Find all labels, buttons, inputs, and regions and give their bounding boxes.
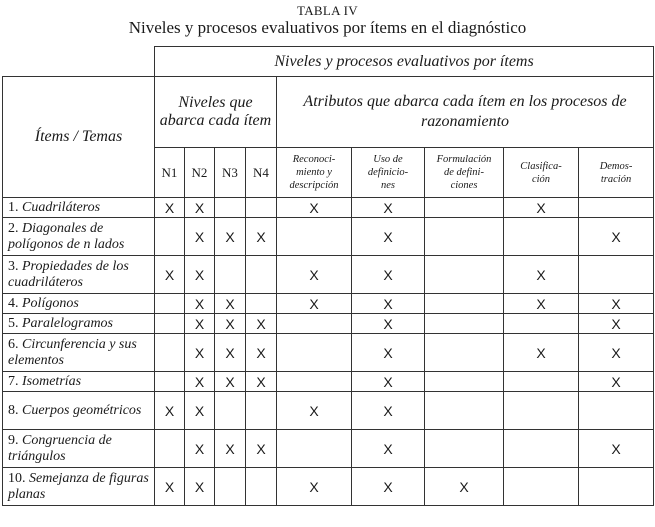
item-number: 8. xyxy=(8,402,19,418)
item-cell xyxy=(3,372,155,392)
table-row xyxy=(3,198,654,218)
attribute-header-4: Clasifica- ción xyxy=(504,148,579,198)
mark-cell: X xyxy=(277,468,352,506)
mark-cell: X xyxy=(504,256,579,294)
mark-cell xyxy=(246,392,277,430)
table-row xyxy=(3,392,654,430)
item-label: Circunferencia y sus elementos xyxy=(8,336,137,368)
mark-cell: X xyxy=(579,314,654,334)
mark-cell: X xyxy=(352,468,425,506)
mark-cell: X xyxy=(155,468,185,506)
mark-cell xyxy=(504,468,579,506)
mark-cell xyxy=(579,468,654,506)
mark-cell: X xyxy=(246,430,277,468)
item-number: 7. xyxy=(8,373,19,389)
mark-cell xyxy=(246,294,277,314)
mark-cell: X xyxy=(504,294,579,314)
mark-cell: X xyxy=(185,468,215,506)
table-row xyxy=(3,256,654,294)
level-header-n1: N1 xyxy=(155,148,185,198)
mark-cell xyxy=(425,314,504,334)
mark-cell: X xyxy=(215,314,246,334)
mark-cell xyxy=(155,334,185,372)
mark-cell: X xyxy=(425,468,504,506)
mark-cell xyxy=(215,392,246,430)
mark-cell: X xyxy=(352,372,425,392)
item-label: Paralelogramos xyxy=(22,315,113,331)
mark-cell xyxy=(215,198,246,218)
mark-cell: X xyxy=(185,334,215,372)
level-header-n4: N4 xyxy=(246,148,277,198)
item-number: 9. xyxy=(8,432,19,448)
attributes-header xyxy=(277,77,654,148)
mark-cell: X xyxy=(277,392,352,430)
mark-cell xyxy=(425,392,504,430)
mark-cell: X xyxy=(579,372,654,392)
mark-cell xyxy=(155,430,185,468)
table-row xyxy=(3,218,654,256)
mark-cell: X xyxy=(277,294,352,314)
item-label: Isometrías xyxy=(22,373,82,389)
mark-cell xyxy=(579,198,654,218)
corner-cell xyxy=(3,47,155,77)
mark-cell xyxy=(579,256,654,294)
mark-cell xyxy=(504,430,579,468)
items-header: Ítems / Temas xyxy=(3,77,155,198)
mark-cell: X xyxy=(579,294,654,314)
item-cell xyxy=(3,334,155,372)
mark-cell: X xyxy=(579,334,654,372)
mark-cell: X xyxy=(185,256,215,294)
attributes-header-text: Atributos que abarca cada ítem en los procesos de razonamiento xyxy=(303,93,627,130)
mark-cell xyxy=(425,198,504,218)
table-row xyxy=(3,468,654,506)
mark-cell: X xyxy=(352,314,425,334)
mark-cell xyxy=(277,218,352,256)
item-label: Cuerpos geométricos xyxy=(22,402,142,418)
item-number: 2. xyxy=(8,220,19,236)
table-row xyxy=(3,294,654,314)
mark-cell: X xyxy=(352,294,425,314)
mark-cell xyxy=(246,468,277,506)
mark-cell: X xyxy=(185,392,215,430)
table-caption xyxy=(0,0,655,46)
mark-cell xyxy=(504,314,579,334)
mark-cell xyxy=(277,430,352,468)
mark-cell: X xyxy=(246,334,277,372)
mark-cell xyxy=(425,334,504,372)
levels-table xyxy=(2,46,654,506)
item-cell xyxy=(3,198,155,218)
table-number: TABLA IV xyxy=(297,3,358,18)
mark-cell: X xyxy=(185,218,215,256)
mark-cell: X xyxy=(352,334,425,372)
mark-cell xyxy=(246,256,277,294)
mark-cell: X xyxy=(155,392,185,430)
mark-cell: X xyxy=(155,198,185,218)
mark-cell xyxy=(277,372,352,392)
mark-cell: X xyxy=(155,256,185,294)
mark-cell xyxy=(246,198,277,218)
item-label: Congruencia de triángulos xyxy=(8,432,112,464)
mark-cell: X xyxy=(352,256,425,294)
mark-cell: X xyxy=(352,392,425,430)
item-cell xyxy=(3,294,155,314)
table-title: Niveles y procesos evaluativos por ítems en el diagnóstico xyxy=(128,18,527,37)
mark-cell: X xyxy=(246,372,277,392)
group-header: Niveles y procesos evaluativos por ítems xyxy=(155,47,654,77)
attribute-header-1: Reconoci- miento y descripción xyxy=(277,148,352,198)
mark-cell xyxy=(155,218,185,256)
mark-cell: X xyxy=(352,198,425,218)
attribute-header-2: Uso de definicio- nes xyxy=(352,148,425,198)
mark-cell: X xyxy=(504,334,579,372)
mark-cell: X xyxy=(352,218,425,256)
mark-cell: X xyxy=(215,218,246,256)
mark-cell: X xyxy=(185,314,215,334)
table-row xyxy=(3,430,654,468)
item-label: Cuadriláteros xyxy=(22,199,101,215)
mark-cell: X xyxy=(185,294,215,314)
attribute-header-3: Formulación de defini- ciones xyxy=(425,148,504,198)
mark-cell xyxy=(277,334,352,372)
mark-cell xyxy=(504,372,579,392)
mark-cell: X xyxy=(246,314,277,334)
mark-cell: X xyxy=(215,334,246,372)
table-row xyxy=(3,372,654,392)
attribute-header-5: Demos- tración xyxy=(579,148,654,198)
mark-cell xyxy=(155,372,185,392)
table-row xyxy=(3,334,654,372)
level-header-n3: N3 xyxy=(215,148,246,198)
mark-cell: X xyxy=(215,430,246,468)
mark-cell: X xyxy=(579,218,654,256)
mark-cell xyxy=(425,372,504,392)
mark-cell: X xyxy=(185,372,215,392)
mark-cell: X xyxy=(246,218,277,256)
item-cell xyxy=(3,256,155,294)
mark-cell: X xyxy=(185,198,215,218)
item-cell xyxy=(3,392,155,430)
mark-cell: X xyxy=(579,430,654,468)
mark-cell xyxy=(155,314,185,334)
mark-cell xyxy=(425,430,504,468)
item-number: 4. xyxy=(8,295,19,311)
mark-cell: X xyxy=(185,430,215,468)
mark-cell xyxy=(277,314,352,334)
mark-cell xyxy=(425,294,504,314)
mark-cell: X xyxy=(277,198,352,218)
mark-cell xyxy=(425,218,504,256)
item-label: Semejanza de figuras planas xyxy=(8,470,149,502)
mark-cell xyxy=(504,218,579,256)
item-cell xyxy=(3,218,155,256)
item-number: 5. xyxy=(8,315,19,331)
item-number: 6. xyxy=(8,336,19,352)
item-number: 1. xyxy=(8,199,19,215)
item-number: 3. xyxy=(8,258,19,274)
mark-cell xyxy=(215,468,246,506)
mark-cell: X xyxy=(215,294,246,314)
mark-cell xyxy=(155,294,185,314)
mark-cell: X xyxy=(352,430,425,468)
levels-header-text: Niveles que abarca cada ítem xyxy=(159,94,272,129)
level-header-n2: N2 xyxy=(185,148,215,198)
mark-cell: X xyxy=(215,372,246,392)
mark-cell: X xyxy=(277,256,352,294)
table-row xyxy=(3,314,654,334)
mark-cell xyxy=(215,256,246,294)
item-label: Polígonos xyxy=(22,295,79,311)
mark-cell xyxy=(425,256,504,294)
item-cell xyxy=(3,314,155,334)
item-label: Propiedades de los cuadriláteros xyxy=(8,258,129,290)
item-cell xyxy=(3,430,155,468)
mark-cell xyxy=(579,392,654,430)
item-cell xyxy=(3,468,155,506)
levels-header xyxy=(155,77,277,148)
item-label: Diagonales de polígonos de n lados xyxy=(8,220,125,252)
item-number: 10. xyxy=(8,470,26,486)
table-body xyxy=(3,198,654,506)
mark-cell xyxy=(504,392,579,430)
mark-cell: X xyxy=(504,198,579,218)
